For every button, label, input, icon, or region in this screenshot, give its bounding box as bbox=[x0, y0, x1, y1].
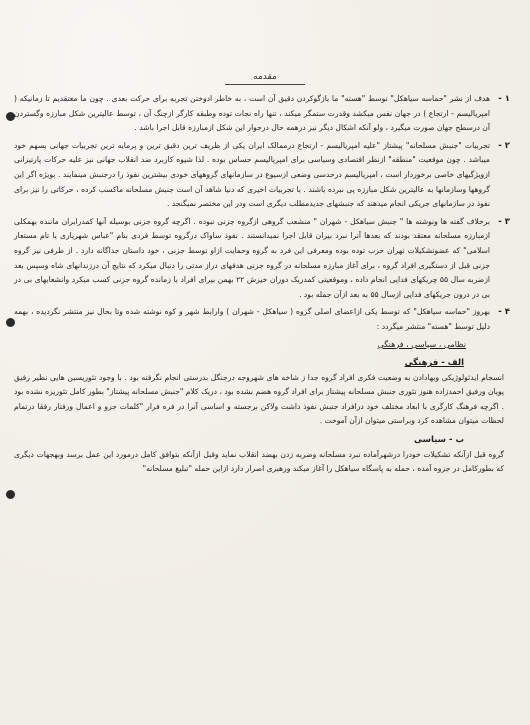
binder-hole bbox=[6, 490, 15, 499]
paragraph-number: ۳ - bbox=[498, 216, 510, 227]
subsection-title: ب - سیاسی bbox=[414, 435, 464, 446]
subsection-political bbox=[14, 433, 504, 477]
paragraph-text: بهروز "حماسه سیاهکل" که توسط یکی ازاعضای اصلی گروه ( سیاهکل - شهران ) وارابط شهر و کوه نوشته شده وتا بحال نیز منتشر نگردیده ، بهمه دلیل توسط "هسته" منتشر میگردد : bbox=[14, 307, 490, 331]
paragraph-number: ۲ - bbox=[498, 140, 510, 151]
subsection-text: انسجام ایدئولوژیکی وبهادادن به وضعیت فکری افراد گروه جدا ز شاخه های شهروجه درجنگل بدرستی انجام نگرفته بود . با وجود تئوریسین هایی نظیر رفیق پویان ورفیق احمدزاده هنوز تئوری جنبش مسلحانه پیشتاز برای افراد گروه هضم نشده بود ، دریک کلام "جنبش مسلحانه پیشتاز" بطور کامل تئوریزه نشده بود . اگرچه فرهنگ کارگری با ابعاد مختلف خود درافراد جنبش نفوذ داشت ولاکن برجسته و اساسی آنرا در فره فرار "کلمات جزو و اعمال ورفتار رفقا درتمام لحظات میتوان مشاهده کرد وبراستی میتوان ازآن آموخت . bbox=[14, 372, 504, 426]
paragraph-text: هدف از نشر "حماسه سیاهکل" توسط "هسته" ما بازگوکردن دقیق آن است ، به خاطر ادوختن تجربه برای حرکت بعدی . چون ما معتقدیم تا زمانیکه ( امپریالیسم - ارتجاع ) در جهان نفس میکشد وقدرت ستمگر میکند ، تنها راه نجات توده وطبقه کارگر ازچنگ آن ، توسط عالیترین شکل مبارزه وگستردن آن درسطح جهان صورت میگیرد ، ولو آنکه اشکال دیگر نیز درهمه حال درجوار این شکل ازمبارزه قابل اجرا باشد . bbox=[14, 94, 490, 133]
numbered-paragraph bbox=[14, 139, 510, 212]
heading-underline bbox=[225, 84, 305, 85]
numbered-paragraph bbox=[14, 215, 510, 303]
subsection-title: الف - فرهنگی bbox=[404, 358, 464, 369]
paragraph-text: تجربیات "جنبش مسلحانه" پیشتاز "علیه امپریالیسم - ارتجاع درممالک ایران یکی از ظریف ترین دقیق ترین و پرمایه ترین تجربیات جهانی بسهم خود میباشد . چون موقعیت "منطقه" ازنظر اقتصادی وسیاسی برای امپریالیسم حساس بوده . لذا شیوه کاربرد ضد انقلاب جهانی نیز علیه حرکات پارتیزانی ازویژگیهای خاصی برخوردار است ، امپریالیسم درحدسی وضعی ازسیوع در سازمانهای گروههای خودی بیشترین نفوذ را درجنبش مینمایند . بویژه اگر این گروهها وسازمانها به عالیترین شکل مبارزه پی نبرده باشند . با تجربیات اخیری که دنیا شاهد آن است جنبش مسلحانه ماکسب کرده ، حرکاتی را نیز برای نفوذ در سازمانهای جریکی انجام میدهند که جنبشهای جدیدمطلب دیگری است ودر این مختصر نمیگنجد . bbox=[14, 140, 490, 209]
paragraph-text: برخلاف گفته ها ونوشته ها " جنبش سیاهکل - شهران " منشعب گروهی ازگروه جزنی نبوده . اگرچه گروه جزنی بوسیله آنها کمدرابران ماننده بهمکلی ازمبارزه مسلحانه معتقد بودند که بعدها آنرا نبرد بیران قابل اجرا نمیدانستند . نفوذ ساواک درگروه توسط فردی بنام "عباس شهریاری یا تام مستعار اسلامی" که عضوتشکیلات تهران حزب توده بوده ومعرفی این فرد به گروه وحمایت ازاو توسط جزنی ، خود داستان جداگانه دارد . از طرفی نیز گروه جزنی قبل از دستگیری افراد گروه ، برای آغاز مبارزه مسلحانه در گروه جزنی هدفهای دراز مدتی را دنبال میکرد که نتایج آن درزندانهای شاه وسپس بعد ازضربه سال ۵۵ چریکهای فدایی انجام داده ، وموقعیتی کمدریک دوران خیزش ۲۲ بهمن بیرای افراد با زمانده گروه جزنی کسب میکرد وانشعابهای بی در بی در درون جریکهای فدایی ازسال ۵۵ به بعد ازآن جمله بود . bbox=[14, 216, 490, 299]
subsection-cultural bbox=[14, 356, 504, 429]
paragraph-number: ۴ - bbox=[498, 307, 510, 318]
subsection-text: گروه قبل ازآنکه تشکیلات خودرا درشهرآماده نبرد مسلحانه وضربه زدن بهضد انقلاب نماید وقبل ازآنکه بتوافق کامل درمورد این عمل برسد وبهجهات دیگری که بطورکامل در جزوه آمده ، حمله به پاسگاه سیاهکل را آغاز میکند ورهبری اصرار دارد ازاین حمله "تبلیغ مسلحانه" bbox=[14, 449, 504, 474]
topics-line: نظامی ، سیاسی ، فرهنگی bbox=[377, 339, 466, 349]
document-body bbox=[14, 92, 510, 477]
numbered-paragraph bbox=[14, 92, 510, 136]
numbered-paragraph bbox=[14, 305, 510, 334]
page-heading: مقدمه bbox=[253, 72, 277, 82]
paragraph-number: ۱ - bbox=[498, 94, 510, 104]
